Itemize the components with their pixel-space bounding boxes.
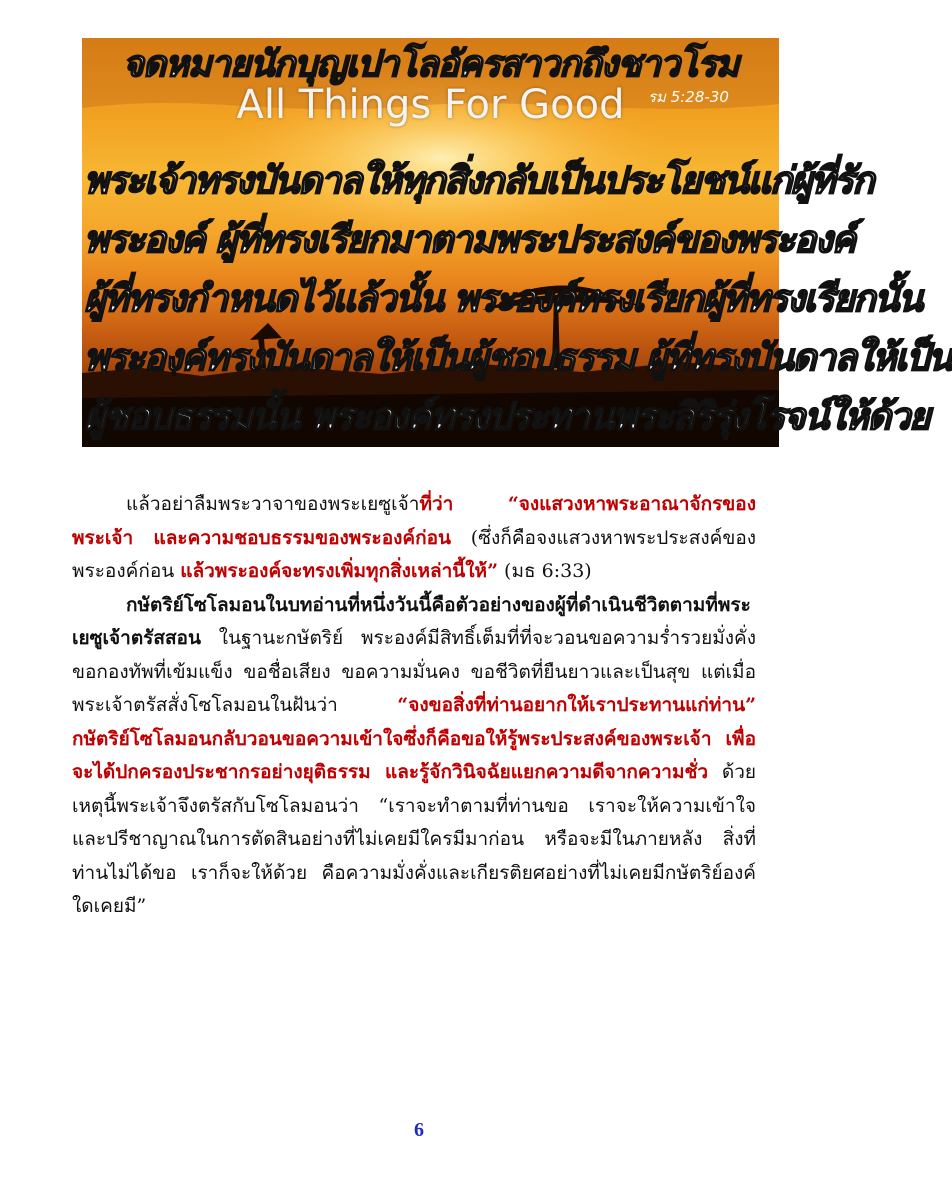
paragraph-text: แล้วอย่าลืมพระวาจาของพระเยซูเจ้า [126, 493, 420, 515]
banner-verse [84, 151, 952, 446]
scripture-reference: (มธ 6:33) [498, 560, 592, 582]
banner-verse-line: พระองค์ทรงบันดาลให้เป็นผู้ชอบธรรม ผู้ที่ทรงบันดาลให้เป็น [84, 336, 952, 379]
scripture-quote-emphasis: ที่ว่า “จงแสวงหาพระอาณาจักรของพระเจ้า และความชอบธรรมของพระองค์ก่อน [72, 493, 756, 549]
banner-verse-line: พระเจ้าทรงบันดาลให้ทุกสิ่งกลับเป็นประโยชน์แก่ผู้ที่รัก [84, 159, 873, 202]
banner-verse-line: ผู้ที่ทรงกำหนดไว้แล้วนั้น พระองค์ทรงเรียกผู้ที่ทรงเรียกนั้น [84, 277, 922, 320]
paragraph-text: ในฐานะกษัตริย์ พระองค์มีสิทธิ์เต็มที่ที่จะวอนขอความร่ำรวยมั่งคั่ง ขอกองทัพที่เข้มแข็ง ขอชื่อเสียง ขอความมั่นคง ขอชีวิตที่ยืนยาวและเป็นสุข แต่เมื่อพระเจ้าตรัสสั่งโซโลมอนในฝันว่า [72, 627, 756, 716]
banner-verse-line: ผู้ชอบธรรมนั้น พระองค์ทรงประทานพระสิริรุ่งโรจน์ให้ด้วย [84, 395, 930, 438]
scripture-quote-emphasis: แล้วพระองค์จะทรงเพิ่มทุกสิ่งเหล่านี้ให้” [180, 560, 499, 582]
body-text [72, 488, 756, 924]
page-number: 6 [414, 1119, 424, 1141]
scripture-quote-emphasis: “จงขอสิ่งที่ท่านอยากให้เราประทานแก่ท่าน” กษัตริย์โซโลมอนกลับวอนขอความเข้าใจซึ่งก็คือขอให้รู้พระประสงค์ของพระเจ้า เพื่อจะได้ปกครองประชากรอย่างยุติธรรม และรู้จักวินิจฉัยแยกความดีจากความชั่ว [72, 694, 756, 783]
banner-reference: รม 5:28-30 [648, 88, 729, 106]
paragraph-text: ด้วยเหตุนี้พระเจ้าจึงตรัสกับโซโลมอนว่า “เราจะทำตามที่ท่านขอ เราจะให้ความเข้าใจและปรีชาญาณในการตัดสินอย่างที่ไม่เคยมีใครมีมาก่อน หรือจะมีในภายหลัง สิ่งที่ท่านไม่ได้ขอ เราก็จะให้ด้วย คือความมั่งคั่งและเกียรติยศอย่างที่ไม่เคยมีกษัตริย์องค์ใดเคยมี” [72, 761, 757, 917]
paragraph-lead-bold: กษัตริย์โซโลมอนในบทอ่านที่หนึ่งวันนี้คือตัวอย่างของผู้ที่ดำเนินชีวิตตามที่พระเยซูเจ้าตรัสสอน [72, 593, 751, 649]
banner-title: จดหมายนักบุญเปาโลอัครสาวกถึงชาวโรม [122, 44, 739, 85]
header-banner-image [82, 38, 952, 447]
banner-verse-line: พระองค์ ผู้ที่ทรงเรียกมาตามพระประสงค์ของพระองค์ [84, 218, 855, 261]
banner-subtitle: All Things For Good [236, 82, 625, 128]
paragraph-text: (ซึ่งก็คือจงแสวงหาพระประสงค์ของพระองค์ก่อน [72, 526, 757, 582]
paragraph-2 [72, 589, 756, 924]
paragraph-1 [72, 488, 756, 589]
